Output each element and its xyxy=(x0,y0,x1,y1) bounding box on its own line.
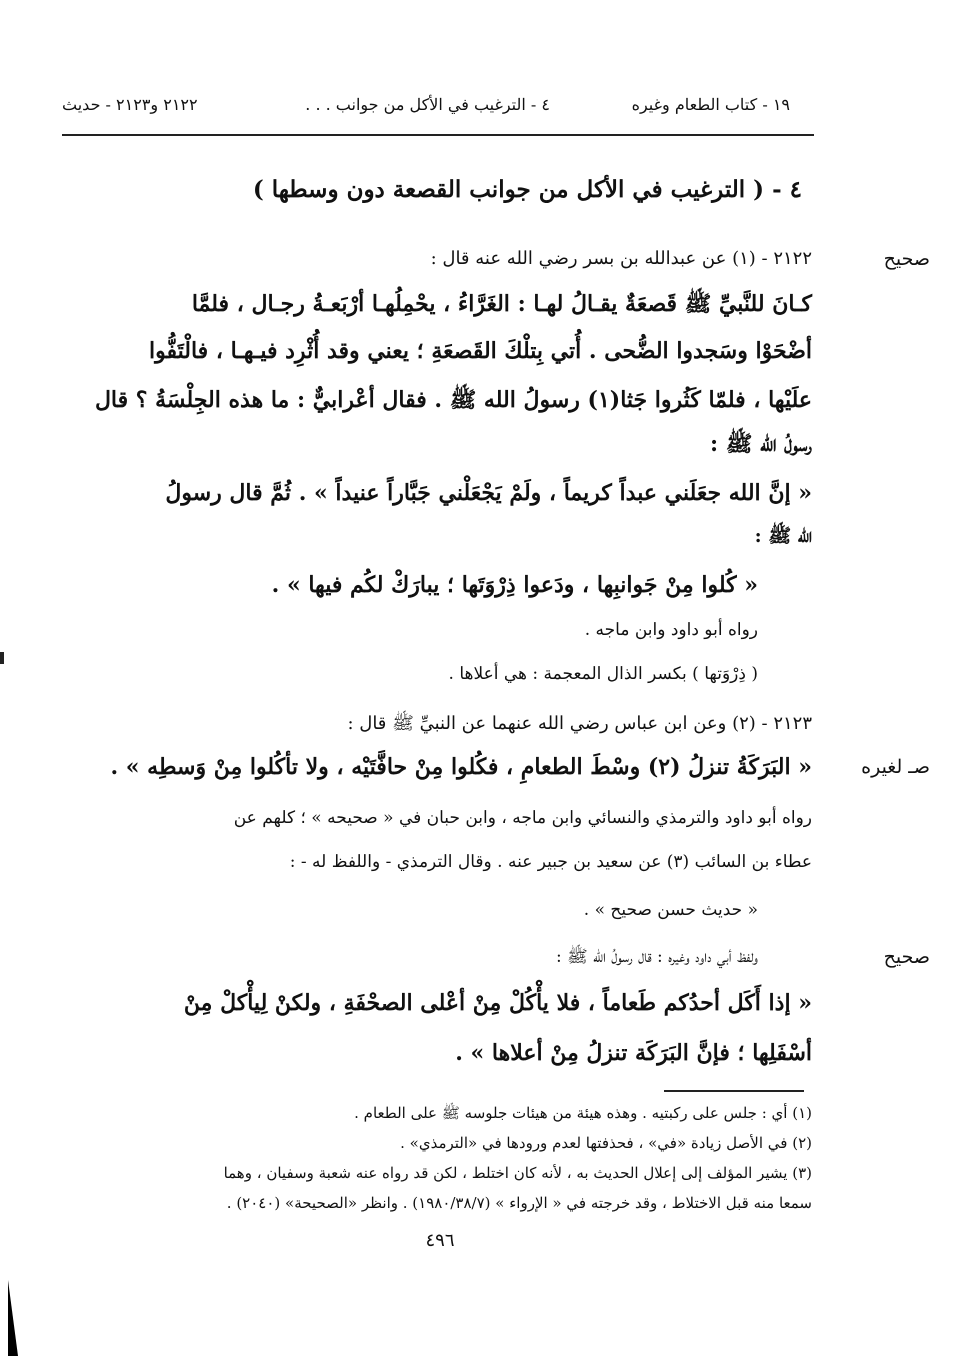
scan-edge-shadow xyxy=(8,1280,18,1356)
hadith-2122-line-2: أضْحَوْا وسَجدوا الضُّحى . أُتي بِتلْكَ القَصعَةِ ؛ يعني وقد أُثْرِد فيـهـا ، فالْتَفُّوا xyxy=(149,338,812,364)
hadith-2123-source-2: عطاء بن السائب (٣) عن سعيد بن جبير عنه . وقال الترمذي - واللفظ له - : xyxy=(289,852,812,872)
hadith-2122-line-1: كـانَ للنَّبيِّ ﷺ قَصعَةٌ يقـالُ لهـا : الغَرَّاءُ ، يحْمِلُهـا أرْبَعـةُ رجـال ، فلمَّا xyxy=(191,291,812,317)
footnote-3-line-1: (٣) يشير المؤلف إلى إعلال الحديث به ، لأنه كان اختلط ، لكن قد رواه عنه شعبة وسفيان ، وهما xyxy=(223,1164,812,1182)
footnote-1: (١) أي : جلس على ركبتيه . وهذه هيئة من هيئات جلوسه ﷺ على الطعام . xyxy=(354,1104,812,1122)
scan-edge-mark xyxy=(0,652,4,664)
hadith-2122-gloss: ( ذِرْوَتها ) بكسر الذال المعجمة : هي أعلاها . xyxy=(448,664,758,684)
footnote-divider xyxy=(664,1090,804,1092)
running-header xyxy=(62,90,790,120)
hadith-2122-line-6: الله ﷺ : xyxy=(754,525,812,547)
hadith-2122-line-4: رسولُ الله ﷺ : xyxy=(710,431,812,457)
hadith-2122-source: رواه أبو داود وابن ماجه . xyxy=(584,620,758,640)
hadith-2123-line-1: « البَرَكَةُ تنزلُ (٢) وسْطَ الطعامِ ، فكُلوا مِنْ حافَّتَيْه ، ولا تأكُلوا مِنْ وَسطِه » . xyxy=(110,754,812,780)
header-chapter: ١٩ - كتاب الطعام وغيره xyxy=(631,95,790,114)
hadith-2122-line-5: « إنَّ الله جعَلَني عبداً كريماً ، ولَمْ يَجْعَلْني جَبَّاراً عنيداً » . ثُمَّ قال رسولُ xyxy=(165,480,812,506)
hadith-2122-intro: ٢١٢٢ - (١) عن عبدالله بن بسر رضي الله عنه قال : xyxy=(430,248,812,269)
hadith-2123-grade: « حديث حسن صحيح » . xyxy=(583,900,758,920)
page-number: ٤٩٦ xyxy=(425,1230,455,1251)
hadith-2122-line-7: « كُلوا مِنْ جَوانبِها ، ودَعوا ذِرْوَتَها ؛ يبارَكْ لكُم فيها » . xyxy=(271,572,758,598)
footnote-2: (٢) في الأصل زيادة «في» ، فحذفتها لعدم ورودها في «الترمذي» . xyxy=(400,1134,812,1152)
margin-label-sahih-1: صحيح xyxy=(883,248,930,270)
hadith-2123-alt-line-1: « إذا أَكَل أحدُكم طَعاماً ، فلا يأْكُلْ مِنْ أعْلى الصحْفَةِ ، ولكنْ لِيأْكلْ مِنْ xyxy=(183,990,812,1016)
hadith-2123-alt-line-2: أسْفَلِها ؛ فإنَّ البَرَكَة تنزلُ مِنْ أعلاها » . xyxy=(455,1040,812,1066)
margin-label-sahih-2: صحيح xyxy=(883,946,930,968)
hadith-2123-alt-intro: ولفظ أبي داود وغيره : قال رسولُ الله ﷺ : xyxy=(556,947,758,967)
hadith-2123-source-1: رواه أبو داود والترمذي والنسائي وابن ماجه ، وابن حبان في « صحيحه » ؛ كلهم عن xyxy=(233,808,812,828)
hadith-2123-intro: ٢١٢٣ - (٢) وعن ابن عباس رضي الله عنهما عن النبيِّ ﷺ قال : xyxy=(347,713,812,734)
header-divider xyxy=(62,134,814,136)
header-hadith-range: ٢١٢٢ و٢١٢٣ - حديث xyxy=(62,95,198,114)
margin-label-sahih-lighairihi: صـ لغيره xyxy=(861,756,930,778)
header-section: ٤ - الترغيب في الأكل من جوانب . . . xyxy=(305,95,550,114)
hadith-2122-line-3: علَيْها ، فلمّا كَثُروا جَثا(١) رسولُ الله ﷺ . فقال أعْرابيٌّ : ما هذه الجِلْسَةُ ؟ قال xyxy=(94,387,812,413)
footnote-3-line-2: سمعا منه قبل الاختلاط ، وقد خرجته في « الإرواء » (١٩٨٠/٣٨/٧) . وانظر «الصحيحة» (٢٠٤٠) . xyxy=(226,1194,812,1212)
chapter-title: ٤ - ( الترغيب في الأكل من جوانب القصعة دون وسطها ) xyxy=(252,176,802,203)
